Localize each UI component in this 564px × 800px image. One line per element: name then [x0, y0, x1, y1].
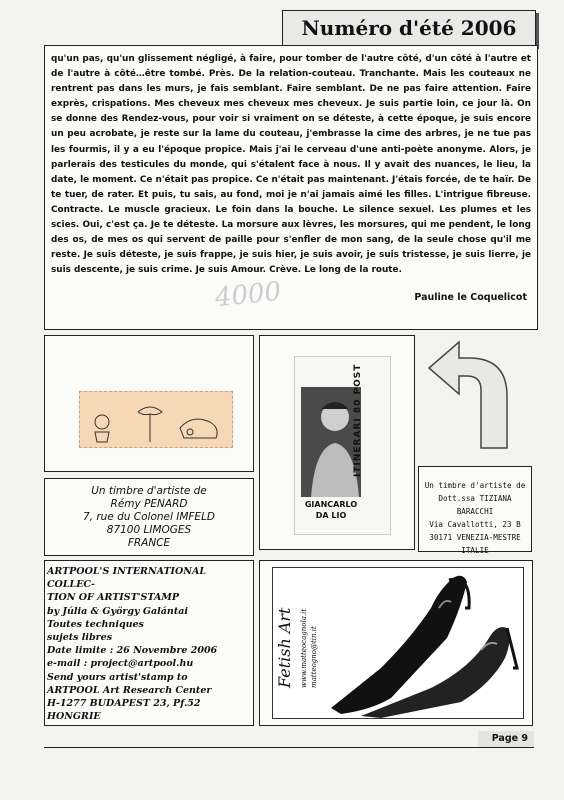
penard-line: Rémy PENARD	[110, 498, 188, 510]
footer-rule	[44, 747, 534, 748]
fetish-urls	[299, 609, 319, 688]
baracchi-line: Dott.ssa TIZIANA BARACCHI	[438, 494, 512, 516]
article-box	[44, 45, 538, 330]
fetish-art-box	[259, 560, 533, 726]
penard-address-box	[44, 478, 254, 556]
baracchi-line: ITALIE	[461, 546, 489, 555]
curved-arrow-icon	[425, 340, 525, 450]
artpool-line: ARTPOOL Art Research Center	[47, 684, 212, 696]
artpool-line: HONGRIE	[47, 711, 101, 723]
dalio-stamp-box	[259, 335, 415, 550]
boots-illustration	[321, 568, 521, 718]
penard-line: Un timbre d'artiste de	[91, 485, 207, 497]
artpool-line: Date limite : 26 Novembre 2006	[47, 645, 218, 657]
fetish-email[interactable]: matteogno@tin.it	[310, 626, 318, 688]
penard-stamp-image	[79, 391, 233, 448]
page-number: Page 9	[491, 733, 528, 744]
article-text: qu'un pas, qu'un glissement négligé, à faire, pour tomber de l'autre côté, d'un côté à l'autre et de l'autre à côté…être tombé. Près. De la relation-couteau. Tranchante. Mais les couteaux ne rentrent pas dans les murs, je fais semblant. Faire semblant. De ne pas faire attention. Faire exprès, crispations. Mes cheveux mes cheveux mes cheveux. Je suis partie loin, ce jour là. On se donne des Rendez-vous, pour voir si vraiment on se déteste, à cette époque, je suis encore un peu acrobate, je reste sur la lame du couteau, j'embrasse la cime des arbres, je ne tue pas les fourmis, il y a eu l'époque propice. Mais j'ai le cerveau d'une anti-poète anonyme. Alors, je parlerais des testicules du monde, qui s'étalent face à nous. Il y avait des nuances, le lieu, la date, le moment. Ce n'était pas propice. Ce n'était pas maintenant. J'étais forcée, de te haïr. De te tuer, de rater. Et puis, tu sais, au fond, moi je n'ai jamais aimé les filles. L'intrigue fibreuse. Contracte. Le muscle gracieux. Le foin dans la bouche. Le silence sexuel. Les plumes et les scies. Oui, c'est ça. Je te déteste. La morsure aux lèvres, les morsures, qui me pendent, le long des os, de mes os qui servent de paille pour s'enfler de mon sang, de la seule chose qu'il me reste. Je suis déteste, je suis frappe, je suis hier, je suis avoir, je suis tristesse, je suis lierre, je suis descente, je suis crime. Je suis Amour. Crève. Le long de la route.	[51, 54, 531, 276]
dalio-caption	[301, 499, 361, 521]
fetish-title: Fetish Art	[275, 607, 294, 688]
caption-line: DA LIO	[315, 511, 347, 520]
page-number-box	[478, 731, 534, 747]
page-title: Numéro d'été 2006	[301, 16, 517, 40]
dalio-stamp: GIANCARLO DA LIO ITINERARI 80 POST	[294, 356, 391, 535]
baracchi-line: Un timbre d'artiste de	[424, 481, 526, 490]
penard-address	[45, 485, 253, 550]
baracchi-line: 30171 VENEZIA-MESTRE	[429, 533, 521, 542]
artpool-box	[44, 560, 254, 726]
artpool-text	[47, 565, 253, 723]
article-signature: Pauline le Coquelicot	[414, 292, 527, 303]
artpool-line: by Júlia & György Galántai	[47, 605, 188, 617]
title-box	[282, 10, 536, 46]
baracchi-address	[419, 479, 531, 557]
faint-handwriting: 4000	[213, 276, 283, 314]
penard-line: FRANCE	[127, 537, 171, 549]
artpool-line: ARTPOOL'S INTERNATIONAL COLLEC-	[47, 566, 207, 591]
artpool-line: H-1277 BUDAPEST 23, Pf.52	[47, 698, 201, 710]
fetish-art-stamp	[272, 567, 524, 719]
penard-stamp-box	[44, 335, 254, 472]
penard-line: 87100 LIMOGES	[106, 524, 192, 536]
artpool-line: Send yours artist'stamp to	[47, 671, 188, 683]
artpool-line: TION OF ARTIST'STAMP	[47, 592, 179, 604]
portrait-photo	[301, 387, 361, 497]
penard-line: 7, rue du Colonel IMFELD	[82, 511, 215, 523]
fetish-url[interactable]: www.matteocagnola.it	[300, 608, 308, 688]
baracchi-address-box	[418, 466, 532, 555]
artpool-line: sujets libres	[47, 632, 113, 644]
artpool-email[interactable]: e-mail : project@artpool.hu	[47, 658, 194, 670]
artpool-line: Toutes techniques	[47, 618, 144, 630]
caption-line: GIANCARLO	[304, 500, 358, 509]
baracchi-line: Via Cavallotti, 23 B	[429, 520, 521, 529]
